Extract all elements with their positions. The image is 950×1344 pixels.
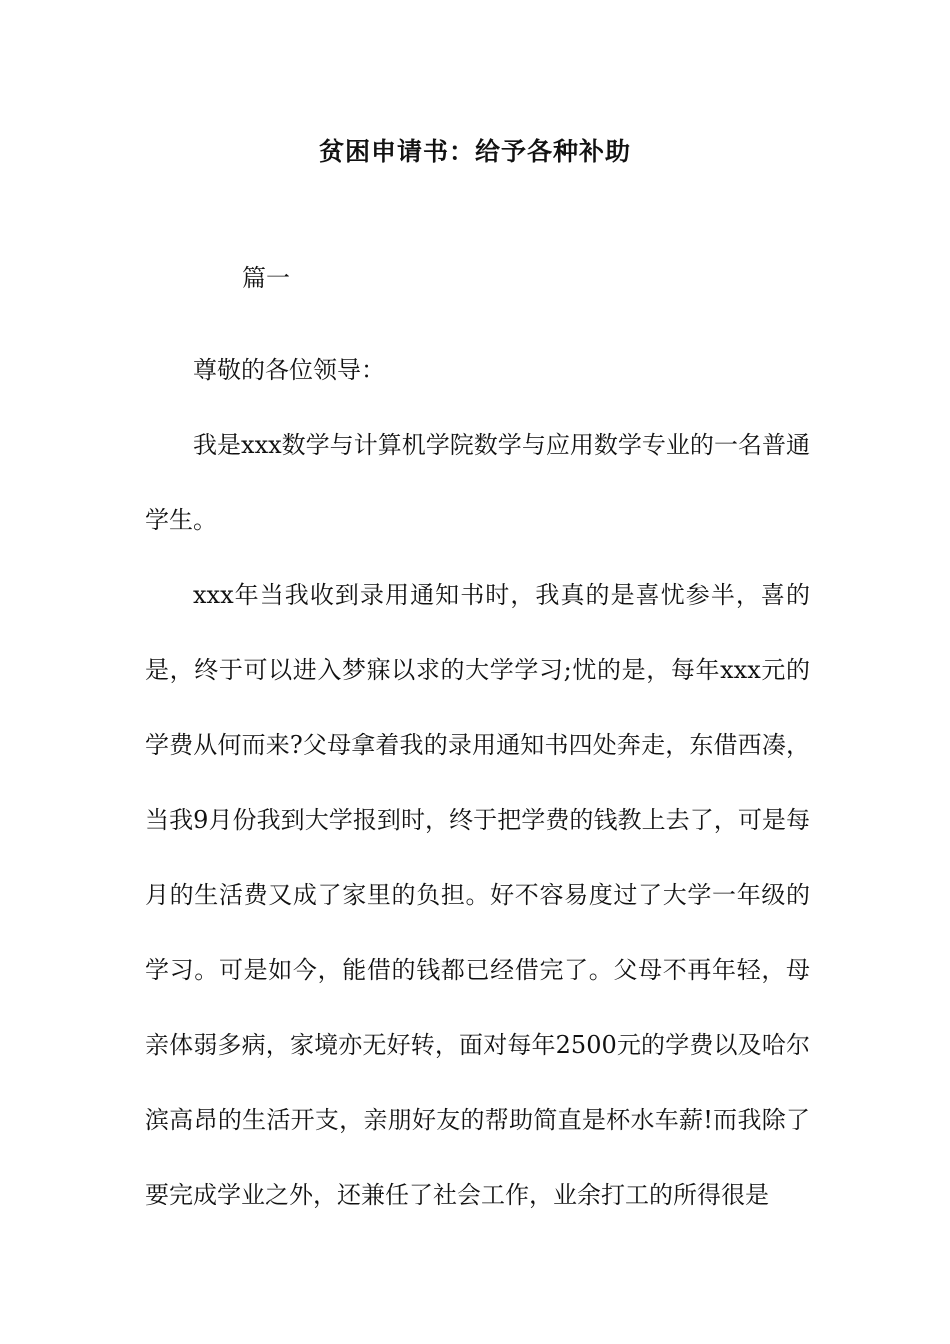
body-paragraph-2: xxx年当我收到录用通知书时，我真的是喜忧参半，喜的是，终于可以进入梦寐以求的大学学习;忧的是，每年xxx元的学费从何而来?父母拿着我的录用通知书四处奔走，东借西凑，当我9月份我到大学报到时，终于把学费的钱教上去了，可是每月的生活费又成了家里的负担。好不容易度过了大学一年级的学习。可是如今，能借的钱都已经借完了。父母不再年轻，母亲体弱多病，家境亦无好转，面对每年2500元的学费以及哈尔滨高昂的生活开支，亲朋好友的帮助简直是杯水车薪!而我除了要完成学业之外，还兼任了社会工作，业余打工的所得很是 <box>145 581 810 1209</box>
section-label: 篇一 <box>242 264 290 292</box>
document-title: 贫困申请书：给予各种补助 <box>318 137 631 166</box>
greeting-line: 尊敬的各位领导： <box>193 356 385 384</box>
document-body <box>145 333 810 1233</box>
body-paragraph-1: 我是xxx数学与计算机学院数学与应用数学专业的一名普通学生。 <box>145 431 810 534</box>
